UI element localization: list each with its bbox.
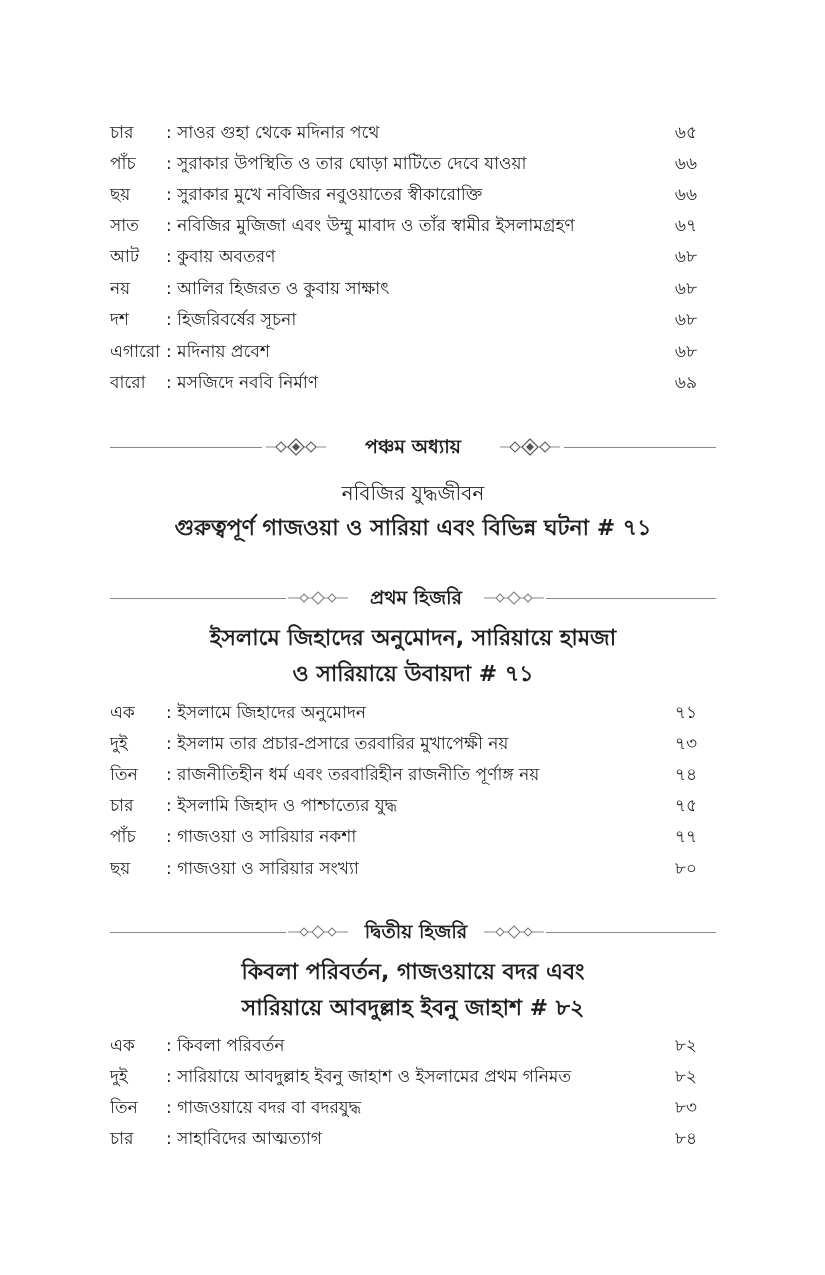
entry-number: তিন — [110, 765, 138, 785]
entry-number: চার — [110, 796, 134, 816]
entry-page: ৬৭ — [674, 216, 697, 236]
hijri2-heading-line1: কিবলা পরিবর্তন, গাজওয়ায়ে বদর এবং — [241, 960, 585, 985]
entry-title: : সুরাকার মুখে নবিজির নবুওয়াতের স্বীকারোক্তি — [166, 185, 483, 205]
divider-line-right — [564, 447, 716, 448]
entry-number: দশ — [110, 310, 129, 330]
entry-title: : সাহাবিদের আত্মত্যাগ — [166, 1129, 322, 1149]
entry-page: ৭১ — [674, 703, 697, 723]
entry-number: পাঁচ — [110, 827, 136, 847]
entry-number: বারো — [110, 373, 146, 393]
entry-title: : সুরাকার উপস্থিতি ও তার ঘোড়া মাটিতে দেবে যাওয়া — [166, 154, 527, 174]
hijri1-heading-line1: ইসলামে জিহাদের অনুমোদন, সারিয়ায়ে হামজা — [209, 626, 617, 651]
chapter-title: গুরুত্বপূর্ণ গাজওয়া ও সারিয়া এবং বিভিন্ন ঘটনা # ৭১ — [174, 516, 652, 541]
toc-entry — [110, 822, 697, 853]
toc-entry — [110, 1093, 697, 1124]
ornament-right-icon — [484, 922, 544, 942]
entry-title: : ইসলামে জিহাদের অনুমোদন — [166, 703, 367, 723]
entry-number: তিন — [110, 1098, 138, 1118]
divider-line-left — [110, 932, 286, 933]
entry-page: ৬৫ — [674, 123, 697, 143]
ornament-left-icon — [288, 922, 348, 942]
hijri1-heading-line2: ও সারিয়ায়ে উবায়দা # ৭১ — [292, 662, 534, 687]
toc-entry — [110, 242, 697, 273]
entry-title: : ইসলামি জিহাদ ও পাশ্চাত্যের যুদ্ধ — [166, 796, 398, 816]
entry-page: ৬৯ — [674, 373, 697, 393]
chapter-divider — [110, 432, 716, 462]
toc-entry — [110, 118, 697, 149]
toc-entry — [110, 274, 697, 305]
entry-title: : নবিজির মুজিজা এবং উম্মু মাবাদ ও তাঁর স্বামীর ইসলামগ্রহণ — [166, 216, 575, 236]
hijri1-label: প্রথম হিজরি — [370, 587, 462, 609]
entry-page: ৮২ — [674, 1036, 697, 1056]
divider-line-right — [546, 598, 716, 599]
entry-number: এগারো — [110, 342, 161, 362]
entry-number: পাঁচ — [110, 154, 136, 174]
hijri2-heading-line2: সারিয়ায়ে আবদুল্লাহ ইবনু জাহাশ # ৮২ — [241, 996, 585, 1021]
ornament-right-icon — [500, 437, 560, 457]
entry-page: ৮৪ — [674, 1129, 697, 1149]
entry-page: ৬৮ — [674, 279, 697, 299]
entry-page: ৮০ — [674, 859, 697, 879]
toc-entry — [110, 791, 697, 822]
entry-title: : সাওর গুহা থেকে মদিনার পথে — [166, 123, 380, 143]
toc-entry — [110, 1031, 697, 1062]
entry-page: ৬৮ — [674, 247, 697, 267]
entry-page: ৬৬ — [674, 185, 697, 205]
entry-title: : সারিয়ায়ে আবদুল্লাহ ইবনু জাহাশ ও ইসলামের প্রথম গনিমত — [166, 1067, 572, 1087]
toc-entry — [110, 698, 697, 729]
entry-number: সাত — [110, 216, 139, 236]
entry-title: : গাজওয়ায়ে বদর বা বদরযুদ্ধ — [166, 1098, 362, 1118]
entry-title: : আলির হিজরত ও কুবায় সাক্ষাৎ — [166, 279, 390, 299]
entry-page: ৬৮ — [674, 342, 697, 362]
toc-entry — [110, 760, 697, 791]
toc-entry — [110, 1062, 697, 1093]
entry-title: : হিজরিবর্ষের সূচনা — [166, 310, 297, 330]
entry-title: : ইসলাম তার প্রচার-প্রসারে তরবারির মুখাপেক্ষী নয় — [166, 734, 509, 754]
entry-page: ৬৮ — [674, 310, 697, 330]
toc-entry — [110, 305, 697, 336]
chapter-label: পঞ্চম অধ্যায় — [365, 436, 461, 458]
entry-number: এক — [110, 1036, 135, 1056]
divider-line-left — [110, 447, 262, 448]
entry-page: ৮২ — [674, 1067, 697, 1087]
entry-page: ৭৭ — [674, 827, 697, 847]
entry-number: ছয় — [110, 859, 131, 879]
entry-title: : কুবায় অবতরণ — [166, 247, 276, 267]
entry-number: নয় — [110, 279, 131, 299]
toc-entry — [110, 854, 697, 885]
hijri2-label: দ্বিতীয় হিজরি — [364, 921, 468, 943]
entry-number: আট — [110, 247, 140, 267]
toc-entry — [110, 149, 697, 180]
entry-number: চার — [110, 1129, 134, 1149]
entry-page: ৬৬ — [674, 154, 697, 174]
entry-title: : গাজওয়া ও সারিয়ার নকশা — [166, 827, 357, 847]
divider-line-left — [110, 598, 286, 599]
toc-entry — [110, 211, 697, 242]
entry-page: ৮৩ — [674, 1098, 697, 1118]
toc-entry — [110, 337, 697, 368]
hijri2-divider — [110, 917, 716, 947]
chapter-subtitle: নবিজির যুদ্ধজীবন — [341, 481, 485, 505]
toc-entry — [110, 180, 697, 211]
entry-number: চার — [110, 123, 134, 143]
entry-page: ৭৪ — [674, 765, 697, 785]
entry-number: দুই — [110, 1067, 128, 1087]
entry-title: : রাজনীতিহীন ধর্ম এবং তরবারিহীন রাজনীতি পূর্ণাঙ্গ নয় — [166, 765, 540, 785]
toc-entry — [110, 729, 697, 760]
ornament-right-icon — [484, 588, 544, 608]
entry-page: ৭৩ — [674, 734, 697, 754]
toc-entry — [110, 368, 697, 399]
entry-title: : মসজিদে নববি নির্মাণ — [166, 373, 319, 393]
entry-number: ছয় — [110, 185, 131, 205]
divider-line-right — [546, 932, 716, 933]
entry-number: দুই — [110, 734, 128, 754]
entry-title: : কিবলা পরিবর্তন — [166, 1036, 285, 1056]
ornament-left-icon — [288, 588, 348, 608]
entry-page: ৭৫ — [674, 796, 697, 816]
entry-title: : গাজওয়া ও সারিয়ার সংখ্যা — [166, 859, 359, 879]
ornament-left-icon — [266, 437, 326, 457]
entry-number: এক — [110, 703, 135, 723]
entry-title: : মদিনায় প্রবেশ — [166, 342, 270, 362]
hijri1-divider — [110, 583, 716, 613]
toc-entry — [110, 1124, 697, 1155]
